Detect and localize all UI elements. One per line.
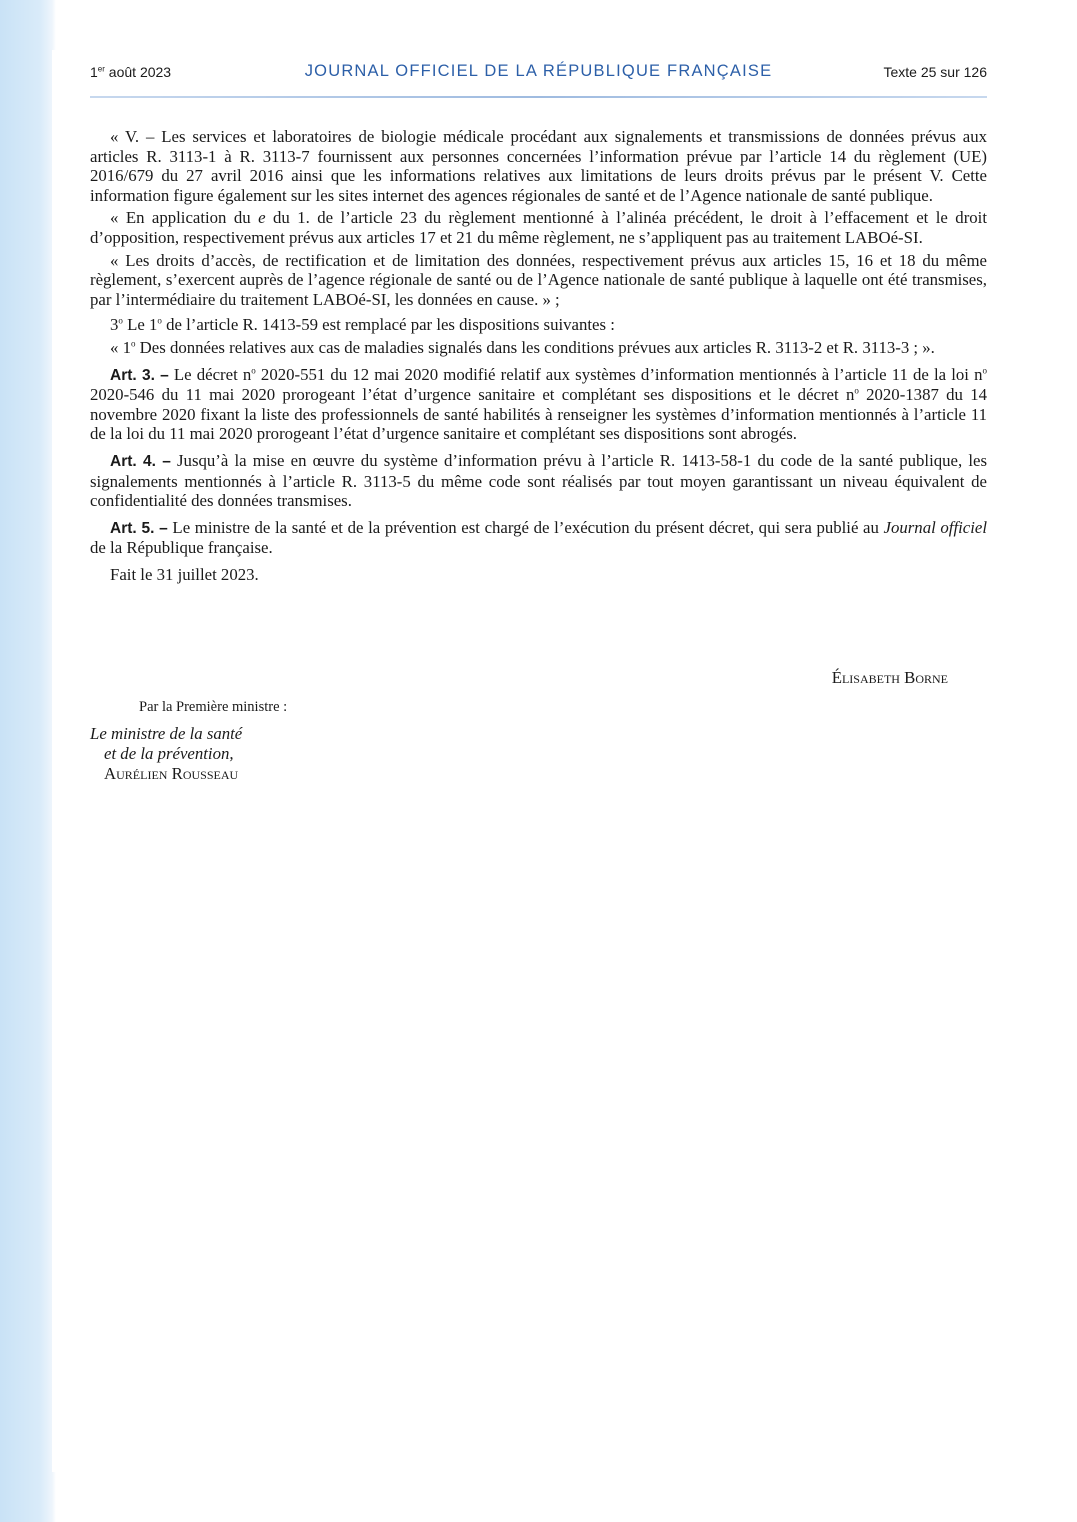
paragraph-application: « En application du e du 1. de l’article 23 du règlement mentionné à l’alinéa précédent, le droit à l’effacement et le droit d’opposition, respectivement prévus aux articles 17 et 21 du même règlement, ne s’appliquent pas au traitement LABOé-SI. (90, 208, 988, 247)
article-5-label: Art. 5. – (110, 519, 168, 537)
article-5: Art. 5. – Le ministre de la santé et de la prévention est chargé de l’exécution du présent décret, qui sera publié au Journal officiel de la République française. (90, 517, 988, 558)
paragraph-item-3: 3$^o$ Le 1$^o$ de l’article R. 1413-59 est remplacé par les dispositions suivantes : (110, 315, 615, 335)
text-number: Texte 25 sur 126 (883, 64, 987, 80)
header-divider (90, 96, 987, 98)
paragraph-item-1: « 1$^o$ Des données relatives aux cas de maladies signalés dans les conditions prévues aux articles R. 3113-2 et R. 3113-3 ; ». (110, 337, 935, 357)
prime-minister-signature: Élisabeth Borne (831, 668, 948, 687)
article-3: Art. 3. – Le décret $n^o$ 2020-551 du 12 mai 2020 modifié relatif aux systèmes d’information mentionnés à l’article 11 de la loi $n^o$ 2020-546 du 11 mai 2020 prorogeant l’état d’urgence sanitaire et complétant ses dispositions et le décret $n^o$ 2020-1387 du 14 novembre 2020 fixant la liste des professionnels de santé habilités à renseigner les systèmes d’information mentionnés à l’article 11 de la loi du 11 mai 2020 prorogeant l’état d’urgence sanitaire et complétant ses dispositions sont abrogés. (90, 364, 987, 444)
article-4-label: Art. 4. – (110, 452, 171, 470)
journal-title: JOURNAL OFFICIEL DE LA RÉPUBLIQUE FRANÇAISE (304, 62, 773, 80)
done-date: Fait le 31 juillet 2023. (110, 564, 259, 584)
publication-date: 1er août 2023 (90, 64, 172, 80)
minister-signature: Le ministre de la santé et de la prévention, Aurélien Rousseau (90, 724, 243, 783)
paragraph-rights: « Les droits d’accès, de rectification et de limitation des données, respectivement prévus aux articles 15, 16 et 18 du même règlement, s’exercent auprès de l’agence régionale de santé ou de l’Agence nationale de santé publique à laquelle ont été transmises, par l’intermédiaire du traitement LABOé-SI, les données en cause. » ; (90, 250, 987, 309)
paragraph-v: « V. – Les services et laboratoires de biologie médicale procédant aux signalements et transmissions de données prévus aux articles R. 3113-1 à R. 3113-7 fournissent aux personnes concernées l’information prévue par l’article 14 du règlement (UE) 2016/679 du 27 avril 2016 ainsi que les informations relatives aux limitations de leurs droits prévus par le présent V. Cette information figure également sur les sites internet des agences régionales de santé et de l’Agence nationale de santé publique. (90, 127, 987, 205)
document-body (90, 127, 987, 587)
article-3-label: Art. 3. – (110, 366, 169, 384)
page-header (90, 62, 987, 86)
par-la-premiere-ministre: Par la Première ministre : (139, 699, 288, 715)
article-4: Art. 4. – Jusqu’à la mise en œuvre du système d’information prévu à l’article R. 1413-58-1 du code de la santé publique, les signalements mentionnés à l’article R. 3113-5 du même code sont réalisés par tout moyen garantissant un niveau équivalent de confidentialité des données transmises. (90, 450, 988, 511)
